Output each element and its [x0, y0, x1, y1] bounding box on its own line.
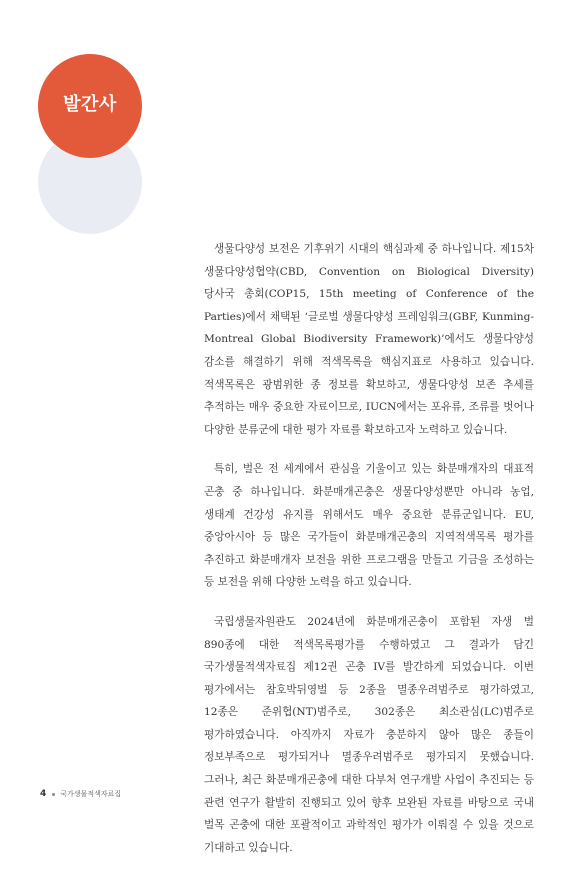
paragraph-2: 특히, 벌은 전 세계에서 관심을 기울이고 있는 화분매개자의 대표적 곤충 중 하나입니다. 화분매개곤충은 생물다양성뿐만 아니라 농업, 생태계 건강성 유지를 위해서도 매우 중요한 분류군입니다. EU, 중앙아시아 등 많은 국가들이 화분매개곤충의 지역적색목록 평가를 추진하고 화분매개자 보전을 위한 프로그램을 만들고 기금을 조성하는 등 보전을 위해 다양한 노력을 하고 있습니다.: [204, 463, 534, 589]
section-title-badge: [38, 54, 142, 158]
paragraph-3: 국립생물자원관도 2024년에 화분매개곤충이 포함된 자생 벌 890종에 대한 적색목록평가를 수행하였고 그 결과가 담긴 국가생물적색자료집 제12권 곤충 IV를 발간하게 되었습니다. 이번 평가에서는 참호박뒤영벌 등 2종을 멸종우려범주로 평가하였고, 12종은 준위협(NT)범주로, 302종은 최소관심(LC)범주로 평가하였습니다. 아직까지 자료가 충분하지 않아 많은 종들이 정보부족으로 평가되거나 멸종우려범주로 평가되지 못했습니다. 그러나, 최근 화분매개곤충에 대한 다부처 연구개발 사업이 추진되는 등 관련 연구가 활발히 진행되고 있어 향후 보완된 자료를 바탕으로 국내 벌목 곤충에 대한 포괄적이고 과학적인 평가가 이뤄질 수 있을 것으로 기대하고 있습니다.: [204, 615, 534, 854]
page-footer: [40, 789, 121, 799]
foreword-body: [204, 238, 534, 876]
page-number: 4: [40, 789, 47, 799]
paragraph-1: 생물다양성 보전은 기후위기 시대의 핵심과제 중 하나입니다. 제15차 생물다양성협약(CBD, Convention on Biological Diversity) 당사국 총회(COP15, 15th meeting of Conference of the Parties)에서 채택된 ‘글로벌 생물다양성 프레임워크(GBF, Kunming-Montreal Global Biodiversity Framework)’에서도 생물다양성 감소를 해결하기 위해 적색목록을 핵심지표로 사용하고 있습니다. 적색목록은 광범위한 종 정보를 확보하고, 생물다양성 보존 추세를 추적하는 매우 중요한 자료이므로, IUCN에서는 포유류, 조류를 벗어나 다양한 분류군에 대한 평가 자료를 확보하고자 노력하고 있습니다.: [204, 243, 534, 436]
section-title: 발간사: [63, 94, 117, 115]
publication-title: 국가생물적색자료집: [60, 790, 122, 798]
footer-separator-dot: [52, 793, 55, 796]
